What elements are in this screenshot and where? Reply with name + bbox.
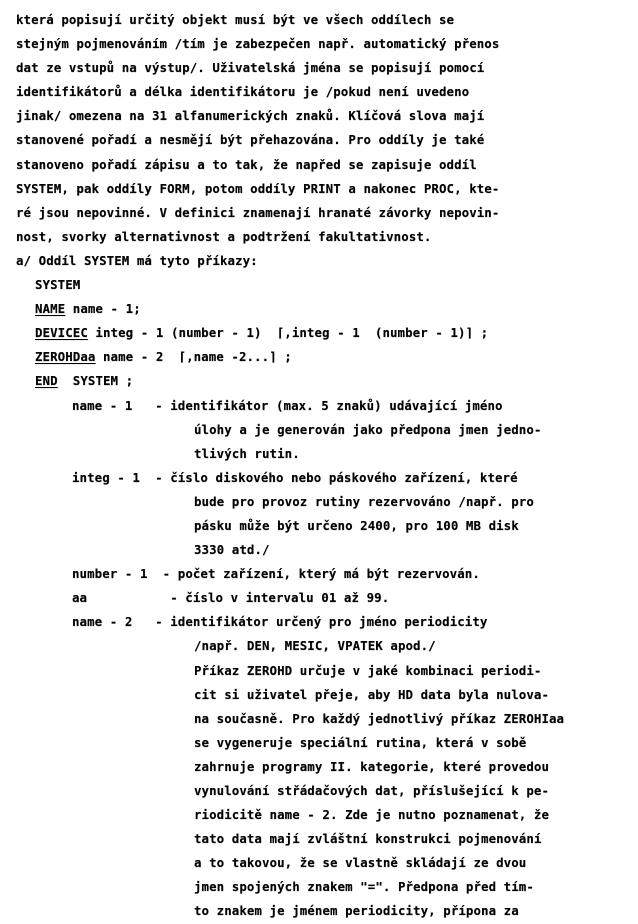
definition-spacer [140,471,155,485]
code-keyword: ZEROHDaa [35,350,96,365]
definition-cont-line: na současně. Pro každý jednotlivý příkaz ZEROHIaa [194,711,565,726]
definition-term: name - 1 [72,398,133,413]
definition-cont-line: /např. DEN, MESIC, VPATEK apod./ [194,639,436,654]
code-line [16,369,628,393]
definition-term: number - 1 [72,567,148,582]
code-operand: integ - 1 (number - 1) ⌈,integ - 1 (number - 1)⌉ ; [87,326,489,341]
definition-term: integ - 1 [72,470,140,485]
document-body [16,8,628,924]
code-line [16,273,628,297]
code-operand: name - 1; [65,302,141,317]
paragraph-line: stejným pojmenováním /tím je zabezpečen např. automatický přenos [16,37,500,52]
definition-spacer [132,615,155,629]
definition-first-line: - počet zařízení, který má být rezervován. [162,567,480,582]
paragraph-line: která popisují určitý objekt musí být ve všech oddílech se [16,13,455,27]
paragraph-line: nost, svorky alternativnost a podtržení fakultativnost. [16,229,432,244]
paragraph-line: jinak/ omezena na 31 alfanumerických znaků. Klíčová slova mají [16,109,485,124]
definition-cont-line: pásku může být určeno 2400, pro 100 MB disk [194,518,519,533]
definition-term-line [16,586,628,610]
definition-cont-line: to znakem je jménem periodicity, přípona za [194,904,519,919]
paragraph-line: SYSTEM, pak oddíly FORM, potom oddíly PRINT a nakonec PROC, kte- [16,181,500,196]
definition-cont-line: Příkaz ZEROHD určuje v jaké kombinaci periodi- [194,663,542,678]
code-line [16,345,628,369]
code-operand: name - 2 ⌈,name -2...⌉ ; [95,350,292,365]
paragraph-line: identifikátorů a délka identifikátoru je /pokud není uvedeno [16,85,470,100]
definition-cont-line: se vygeneruje speciální rutina, která v sobě [194,735,527,750]
definition-cont-line: a to takovou, že se vlastně skládají ze dvou [194,856,527,871]
definition-spacer [148,567,163,581]
definition-spacer [132,399,155,413]
definition-cont-line: úlohy a je generován jako předpona jmen jedno- [194,422,542,437]
definition-cont-line: bude pro provoz rutiny rezervováno /např. pro [194,494,534,509]
code-keyword: END [35,374,58,389]
definition-cont-line: 3330 atd./ [194,543,270,558]
definition-first-line: - číslo v intervalu 01 až 99. [170,591,390,606]
definition-cont-line: jmen spojených znakem "=". Předpona před tím- [194,880,534,895]
definition-cont-line: zahrnuje programy II. kategorie, které provedou [194,759,550,774]
definition-first-line: - identifikátor (max. 5 znaků) udávající jméno [155,398,503,413]
definition-cont-line: cit si uživatel přeje, aby HD data byla nulova- [194,687,550,702]
paragraph-line: stanovené pořadí a nesmějí být přehazována. Pro oddíly je také [16,133,485,148]
definition-term-line [16,466,628,490]
definition-term-line [16,562,628,586]
section-heading: a/ Oddíl SYSTEM má tyto příkazy: [16,253,258,268]
definition-term: aa [72,591,88,606]
definition-spacer [87,591,170,605]
code-line [16,297,628,321]
definition-cont-line: tato data mají zvláštní konstrukci pojmenování [194,832,542,847]
definition-term-line [16,394,628,418]
paragraph-line: dat ze vstupů na výstup/. Uživatelská jména se popisují pomocí [16,61,485,76]
code-keyword: NAME [35,302,66,317]
definition-cont-line: vynulování střádačových dat, příslušející k pe- [194,784,550,798]
code-keyword: SYSTEM [35,278,81,293]
definition-term: name - 2 [72,615,133,630]
paragraph-line: ré jsou nepovinné. V definici znamenají hranaté závorky nepovin- [16,205,500,220]
code-operand: SYSTEM ; [57,374,134,389]
paragraph-line: stanoveno pořadí zápisu a to tak, že napřed se zapisuje oddíl [16,157,477,172]
definition-term-line [16,610,628,634]
code-keyword: DEVICEC [35,326,88,341]
definition-first-line: - identifikátor určený pro jméno periodicity [155,615,488,630]
code-line [16,321,628,345]
definition-first-line: - číslo diskového nebo páskového zařízení, které [155,470,518,485]
definition-cont-line: tlivých rutin. [194,446,300,461]
definition-cont-line: riodicitě name - 2. Zde je nutno poznamenat, že [194,808,550,823]
